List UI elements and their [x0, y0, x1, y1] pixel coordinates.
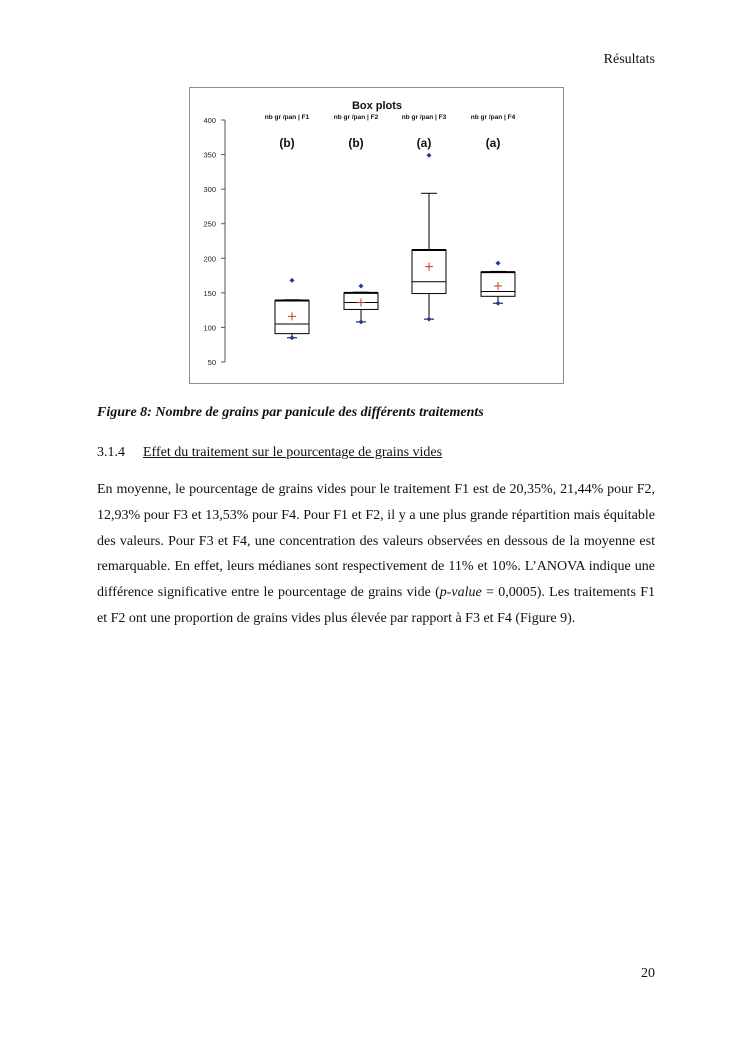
page-header: Résultats	[603, 52, 655, 67]
figure-caption: Figure 8: Nombre de grains par panicule des différents traitements	[97, 405, 484, 420]
section-title: Effet du traitement sur le pourcentage de grains vides	[143, 445, 443, 460]
group-letter: (a)	[485, 136, 501, 150]
data-point	[290, 278, 295, 283]
series-label: nb gr /pan | F1	[264, 114, 310, 121]
data-point	[290, 335, 295, 340]
box-plot-chart	[189, 87, 564, 384]
data-point	[496, 301, 501, 306]
body-paragraph	[97, 477, 655, 632]
paragraph-text-1: En moyenne, le pourcentage de grains vides pour le traitement F1 est de 20,35%, 21,44% pour F2, 12,93% pour F3 et 13,53% pour F4. Pour F1 et F2, il y a une plus grande répartition mais équitable des valeurs. Pour F3 et F4, une concentration des valeurs observées en dessous de la moyenne est remarquable. En effet, leurs médianes sont respectivement de 11% et 10%. L’ANOVA indique une différence significative entre le pourcentage de grains vide (	[97, 482, 655, 601]
box	[412, 250, 446, 294]
y-tick-label: 200	[203, 254, 216, 264]
data-point	[496, 261, 501, 266]
group-letter: (b)	[348, 136, 364, 150]
y-tick-label: 150	[203, 288, 216, 298]
section-heading	[97, 445, 442, 461]
paragraph-italic: p-value	[439, 585, 482, 601]
y-tick-label: 350	[203, 150, 216, 160]
y-tick-label: 400	[203, 116, 216, 125]
y-tick-label: 250	[203, 219, 216, 229]
y-tick-label: 300	[203, 185, 216, 195]
y-tick-label: 50	[207, 358, 216, 367]
group-letter: (a)	[416, 136, 432, 150]
series-label: nb gr /pan | F3	[401, 114, 447, 121]
paragraph-text-2: = 0,0005). Les traitements F1 et F2 ont une proportion de grains vides plus élevée par rapport à F3 et F4 (Figure 9).	[97, 585, 655, 626]
box-plot-svg	[190, 88, 565, 385]
data-point	[427, 153, 432, 158]
chart-title: Box plots	[351, 100, 403, 112]
series-label: nb gr /pan | F4	[470, 114, 516, 121]
data-point	[427, 317, 432, 322]
data-point	[359, 283, 364, 288]
data-point	[359, 319, 364, 324]
section-number: 3.1.4	[97, 445, 125, 460]
page-number: 20	[641, 966, 655, 981]
series-label: nb gr /pan | F2	[333, 114, 379, 121]
group-letter: (b)	[279, 136, 295, 150]
y-tick-label: 100	[203, 323, 216, 333]
